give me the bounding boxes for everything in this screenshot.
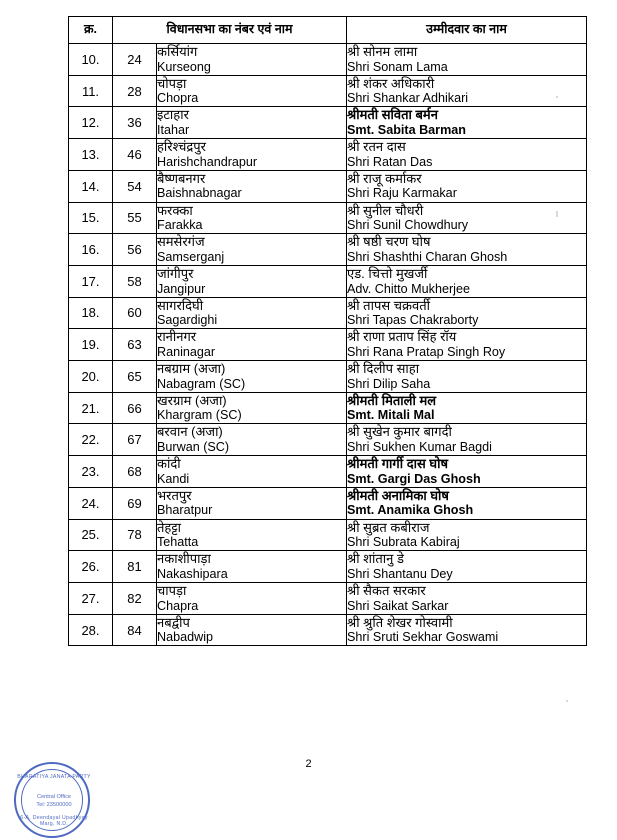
row-ac-number: 66: [113, 392, 157, 424]
table-row: [69, 519, 587, 551]
row-constituency: [157, 234, 347, 266]
candidate-english: Smt. Sabita Barman: [347, 123, 466, 137]
candidate-hindi: श्रीमती सविता बर्मन: [347, 107, 438, 123]
scan-speck: [566, 700, 568, 702]
constituency-english: Itahar: [157, 123, 190, 137]
row-constituency: [157, 202, 347, 234]
row-candidate: [347, 361, 587, 393]
row-ac-number: 78: [113, 519, 157, 551]
row-constituency: [157, 329, 347, 361]
row-candidate: [347, 456, 587, 488]
row-candidate: [347, 75, 587, 107]
row-candidate: [347, 487, 587, 519]
candidate-hindi: श्री सोनम लामा: [347, 44, 418, 59]
constituency-hindi: चोपड़ा: [157, 75, 187, 91]
constituency-english: Khargram (SC): [157, 408, 242, 423]
constituency-hindi: बरवान (अजा): [157, 424, 223, 440]
constituency-english: Chopra: [157, 91, 199, 106]
row-candidate: [347, 139, 587, 171]
constituency-hindi: नकाशीपाड़ा: [157, 551, 211, 567]
constituency-english: Jangipur: [157, 281, 206, 296]
row-candidate: [347, 614, 587, 646]
constituency-hindi: कर्सियांग: [157, 44, 198, 59]
table-row: [69, 456, 587, 488]
row-constituency: [157, 456, 347, 488]
row-constituency: [157, 551, 347, 583]
row-serial: 27.: [69, 582, 113, 614]
row-serial: 13.: [69, 139, 113, 171]
candidate-english: Smt. Mitali Mal: [347, 408, 435, 423]
candidate-hindi: श्री सुनील चौधरी: [347, 202, 424, 218]
candidate-hindi: श्री सुब्रत कबीराज: [347, 519, 430, 535]
row-ac-number: 68: [113, 456, 157, 488]
constituency-hindi: तेहट्टा: [157, 519, 182, 535]
constituency-hindi: बैष्णबनगर: [157, 170, 206, 186]
candidate-hindi: श्री शांतानु डे: [347, 551, 404, 567]
row-candidate: [347, 424, 587, 456]
candidate-english: Shri Shantanu Dey: [347, 566, 453, 581]
table-row: [69, 582, 587, 614]
candidate-hindi: श्री राणा प्रताप सिंह रॉय: [347, 329, 457, 345]
row-candidate: [347, 392, 587, 424]
row-constituency: [157, 107, 347, 139]
table-header: [69, 17, 587, 44]
constituency-english: Farakka: [157, 218, 203, 233]
row-serial: 26.: [69, 551, 113, 583]
constituency-english: Baishnabnagar: [157, 186, 242, 201]
row-candidate: [347, 265, 587, 297]
row-ac-number: 54: [113, 170, 157, 202]
row-serial: 12.: [69, 107, 113, 139]
table-row: [69, 44, 587, 76]
row-ac-number: 24: [113, 44, 157, 76]
constituency-hindi: नबग्राम (अजा): [157, 361, 226, 377]
column-header-candidate: उम्मीदवार का नाम: [347, 17, 587, 44]
candidate-hindi: श्रीमती मिताली मल: [347, 392, 437, 408]
row-serial: 24.: [69, 487, 113, 519]
candidate-english: Shri Rana Pratap Singh Roy: [347, 344, 506, 359]
candidate-english: Shri Sunil Chowdhury: [347, 218, 469, 233]
candidate-hindi: श्री सैकत सरकार: [347, 582, 426, 598]
row-constituency: [157, 139, 347, 171]
constituency-hindi: हरिश्चंद्रपुर: [157, 139, 206, 155]
constituency-hindi: रानीनगर: [157, 329, 197, 345]
row-candidate: [347, 329, 587, 361]
stamp-phone: Tel: 23500000: [36, 801, 72, 808]
table-row: [69, 487, 587, 519]
constituency-english: Kandi: [157, 471, 190, 486]
constituency-hindi: भरतपुर: [157, 487, 192, 503]
constituency-english: Tehatta: [157, 535, 199, 550]
candidate-hindi: श्री शंकर अधिकारी: [347, 75, 435, 91]
row-constituency: [157, 392, 347, 424]
row-serial: 23.: [69, 456, 113, 488]
row-serial: 21.: [69, 392, 113, 424]
constituency-english: Burwan (SC): [157, 440, 230, 455]
constituency-hindi: कांदी: [157, 456, 181, 472]
column-header-constituency: विधानसभा का नंबर एवं नाम: [113, 17, 347, 44]
table-row: [69, 361, 587, 393]
row-constituency: [157, 297, 347, 329]
row-ac-number: 46: [113, 139, 157, 171]
candidate-hindi: श्री षष्ठी चरण घोष: [347, 234, 431, 250]
row-candidate: [347, 107, 587, 139]
column-header-serial: क्र.: [69, 17, 113, 44]
stamp-middle-text: [16, 794, 92, 809]
candidate-english: Shri Shankar Adhikari: [347, 91, 469, 106]
constituency-english: Raninagar: [157, 344, 216, 359]
candidate-english: Smt. Anamika Ghosh: [347, 503, 474, 518]
row-ac-number: 67: [113, 424, 157, 456]
row-serial: 11.: [69, 75, 113, 107]
stamp-office-label: Central Office: [36, 794, 72, 800]
constituency-hindi: नबद्वीप: [157, 614, 190, 630]
table-row: [69, 424, 587, 456]
table-row: [69, 392, 587, 424]
constituency-hindi: फरक्का: [157, 202, 193, 218]
candidate-english: Shri Dilip Saha: [347, 376, 431, 391]
table-row: [69, 75, 587, 107]
row-ac-number: 28: [113, 75, 157, 107]
candidate-english: Shri Sukhen Kumar Bagdi: [347, 440, 492, 455]
constituency-hindi: इटाहार: [157, 107, 189, 123]
constituency-english: Nabagram (SC): [157, 376, 246, 391]
row-constituency: [157, 265, 347, 297]
row-serial: 20.: [69, 361, 113, 393]
candidate-hindi: श्रीमती गार्गी दास घोष: [347, 456, 448, 472]
scan-speck: [556, 211, 558, 217]
row-constituency: [157, 519, 347, 551]
candidate-hindi: श्री दिलीप साहा: [347, 361, 420, 377]
candidate-english: Adv. Chitto Mukherjee: [347, 281, 470, 296]
candidate-english: Shri Saikat Sarkar: [347, 598, 449, 613]
row-serial: 15.: [69, 202, 113, 234]
row-candidate: [347, 551, 587, 583]
constituency-english: Kurseong: [157, 59, 211, 74]
candidates-table: [68, 16, 587, 646]
row-candidate: [347, 582, 587, 614]
candidate-english: Shri Shashthi Charan Ghosh: [347, 249, 508, 264]
table-row: [69, 329, 587, 361]
row-candidate: [347, 44, 587, 76]
row-serial: 17.: [69, 265, 113, 297]
row-ac-number: 60: [113, 297, 157, 329]
row-serial: 28.: [69, 614, 113, 646]
candidate-hindi: श्री श्रुति शेखर गोस्वामी: [347, 614, 453, 630]
row-ac-number: 56: [113, 234, 157, 266]
stamp-bottom-text: 6-A, Deendayal Upadhyay Marg, N.D.: [20, 815, 88, 827]
party-office-stamp: [14, 762, 90, 838]
candidate-hindi: श्री सुखेन कुमार बागदी: [347, 424, 452, 440]
row-ac-number: 63: [113, 329, 157, 361]
row-constituency: [157, 361, 347, 393]
constituency-hindi: सागरदिघी: [157, 297, 204, 313]
row-candidate: [347, 170, 587, 202]
scan-speck: [556, 96, 558, 98]
constituency-english: Nakashipara: [157, 566, 228, 581]
row-serial: 14.: [69, 170, 113, 202]
candidate-hindi: एड. चित्तो मुखर्जी: [347, 265, 428, 281]
row-ac-number: 55: [113, 202, 157, 234]
candidate-english: Shri Tapas Chakraborty: [347, 313, 479, 328]
row-ac-number: 58: [113, 265, 157, 297]
candidate-english: Shri Subrata Kabiraj: [347, 535, 460, 550]
candidate-hindi: श्री तापस चक्रवर्ती: [347, 297, 430, 313]
constituency-hindi: जांगीपुर: [157, 265, 194, 281]
row-constituency: [157, 424, 347, 456]
row-serial: 22.: [69, 424, 113, 456]
row-serial: 25.: [69, 519, 113, 551]
candidate-english: Shri Raju Karmakar: [347, 186, 457, 201]
constituency-english: Nabadwip: [157, 630, 214, 645]
row-constituency: [157, 44, 347, 76]
constituency-english: Samserganj: [157, 249, 225, 264]
table-row: [69, 551, 587, 583]
candidate-hindi: श्री रतन दास: [347, 139, 406, 155]
page-number: 2: [305, 758, 312, 770]
row-serial: 19.: [69, 329, 113, 361]
table-row: [69, 202, 587, 234]
constituency-english: Bharatpur: [157, 503, 213, 518]
row-ac-number: 69: [113, 487, 157, 519]
table-row: [69, 170, 587, 202]
row-candidate: [347, 297, 587, 329]
candidate-english: Shri Sruti Sekhar Goswami: [347, 630, 499, 645]
row-ac-number: 36: [113, 107, 157, 139]
row-candidate: [347, 202, 587, 234]
row-constituency: [157, 614, 347, 646]
candidate-english: Smt. Gargi Das Ghosh: [347, 471, 481, 486]
table-row: [69, 297, 587, 329]
constituency-hindi: खरग्राम (अजा): [157, 392, 227, 408]
table-row: [69, 234, 587, 266]
row-candidate: [347, 519, 587, 551]
table-row: [69, 107, 587, 139]
row-constituency: [157, 170, 347, 202]
row-ac-number: 81: [113, 551, 157, 583]
row-ac-number: 82: [113, 582, 157, 614]
candidate-hindi: श्री राजू कर्माकर: [347, 170, 422, 186]
row-ac-number: 84: [113, 614, 157, 646]
row-constituency: [157, 582, 347, 614]
row-ac-number: 65: [113, 361, 157, 393]
candidate-english: Shri Sonam Lama: [347, 59, 448, 74]
constituency-english: Harishchandrapur: [157, 154, 258, 169]
table-row: [69, 139, 587, 171]
row-constituency: [157, 75, 347, 107]
row-candidate: [347, 234, 587, 266]
row-constituency: [157, 487, 347, 519]
constituency-english: Sagardighi: [157, 313, 218, 328]
table-header-row: [69, 17, 587, 44]
candidate-english: Shri Ratan Das: [347, 154, 433, 169]
row-serial: 10.: [69, 44, 113, 76]
table-row: [69, 265, 587, 297]
constituency-english: Chapra: [157, 598, 199, 613]
constituency-hindi: समसेरगंज: [157, 234, 205, 250]
candidate-hindi: श्रीमती अनामिका घोष: [347, 487, 449, 503]
constituency-hindi: चापड़ा: [157, 582, 187, 598]
table-body: [69, 44, 587, 646]
table-row: [69, 614, 587, 646]
row-serial: 18.: [69, 297, 113, 329]
stamp-top-text: BHARATIYA JANATA PARTY: [17, 774, 91, 780]
row-serial: 16.: [69, 234, 113, 266]
